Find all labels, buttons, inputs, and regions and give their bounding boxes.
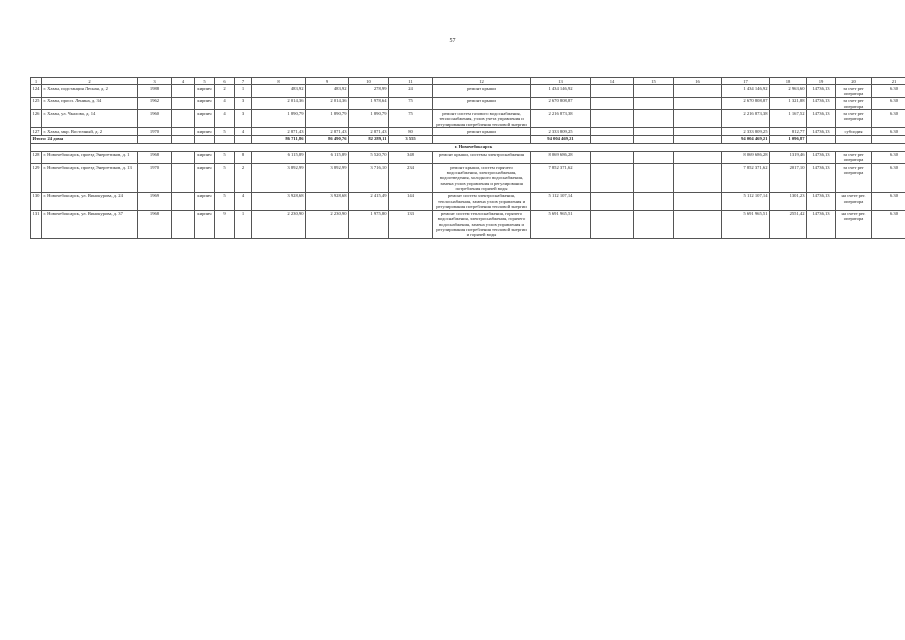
cell-addr: г. Новочебоксарск, ул. Винокурова, д. 37 (42, 210, 138, 238)
cell-c14 (591, 164, 634, 192)
cell-c15 (634, 110, 674, 128)
cell-a10: 5 520,70 (349, 151, 389, 164)
cell-c18: 1 167,52 (770, 110, 807, 128)
cell-c19: 14736,13 (807, 192, 836, 210)
cell-a10: 1 975,80 (349, 210, 389, 238)
cell-mat: кирпич (195, 151, 215, 164)
cell-c14 (591, 151, 634, 164)
cell-addr: г. Хазан, мкр. Восточный, д. 2 (42, 128, 138, 135)
cell-cost: 1 434 146,92 (531, 85, 591, 98)
cell-c4 (172, 151, 195, 164)
cell-n: 131 (31, 210, 42, 238)
total-unit-cost: 1 096,87 (770, 135, 807, 143)
cell-year: 1960 (138, 110, 172, 128)
cell-cost: 5 112 107,14 (531, 192, 591, 210)
cell-n: 126 (31, 110, 42, 128)
cell-cost: 5 691 965,51 (531, 210, 591, 238)
cell-a9: 6 115,89 (306, 151, 349, 164)
table-row (31, 192, 905, 210)
cell-people: 144 (389, 192, 433, 210)
cell-c14 (591, 97, 634, 110)
column-number-cell: 5 (195, 78, 215, 85)
cell-a9: 3 928,68 (306, 192, 349, 210)
cell-c18: 1319,46 (770, 151, 807, 164)
cell-year: 1969 (138, 192, 172, 210)
cell-n: 129 (31, 164, 42, 192)
empty-cell (591, 135, 634, 143)
cell-c4 (172, 85, 195, 98)
cell-year: 1970 (138, 164, 172, 192)
column-number-cell: 11 (389, 78, 433, 85)
table-row (31, 128, 905, 135)
cell-floors: 5 (215, 151, 235, 164)
cell-mat: кирпич (195, 110, 215, 128)
cell-addr: г. Новочебоксарск, проезд Энергетиков, д. 13 (42, 164, 138, 192)
cell-c15 (634, 192, 674, 210)
cell-c17: 2 216 873,38 (722, 110, 770, 128)
cell-c14 (591, 210, 634, 238)
cell-a9: 2 871,43 (306, 128, 349, 135)
cell-people: 80 (389, 128, 433, 135)
cell-c20: на счете рег. оператора (836, 210, 872, 238)
column-number-cell: 17 (722, 78, 770, 85)
cell-c16 (674, 85, 722, 98)
cell-a8: 2 230,90 (252, 210, 306, 238)
cell-c20: субсидия (836, 128, 872, 135)
cell-c15 (634, 85, 674, 98)
column-number-cell: 6 (215, 78, 235, 85)
empty-cell (235, 135, 252, 143)
cell-works: ремонт крыши, системы электроснабжения (433, 151, 531, 164)
cell-c15 (634, 164, 674, 192)
cell-c14 (591, 110, 634, 128)
cell-c20: на счете рег. оператора (836, 192, 872, 210)
cell-mat: кирпич (195, 192, 215, 210)
cell-c15 (634, 128, 674, 135)
cell-mat: кирпич (195, 97, 215, 110)
cell-cost: 8 069 686,28 (531, 151, 591, 164)
cell-addr: г. Хазан, ул. Чкалова, д. 14 (42, 110, 138, 128)
cell-c19: 14736,13 (807, 85, 836, 98)
cell-works: ремонт систем газового водоснабжения, теплоснабжения, узлов учета управления и регулирования потребления тепловой энергии (433, 110, 531, 128)
cell-n: 124 (31, 85, 42, 98)
total-label: Итого: 24 дома (31, 135, 138, 143)
table-row (31, 110, 905, 128)
empty-cell (872, 135, 905, 143)
empty-cell (138, 135, 172, 143)
cell-a8: 2 871,43 (252, 128, 306, 135)
cell-a10: 2 871,43 (349, 128, 389, 135)
cell-floors: 4 (215, 110, 235, 128)
column-number-cell: 14 (591, 78, 634, 85)
cell-a10: 278,99 (349, 85, 389, 98)
column-number-cell: 21 (872, 78, 905, 85)
cell-a8: 3 892,99 (252, 164, 306, 192)
total-cost: 94 004 469,21 (531, 135, 591, 143)
cell-c4 (172, 164, 195, 192)
cell-ent: 3 (235, 110, 252, 128)
cell-c15 (634, 97, 674, 110)
cell-c21: 6.30 (872, 151, 905, 164)
empty-cell (172, 135, 195, 143)
cell-works: ремонт систем электроснабжения, теплоснабжения, замена узлов управления и регулирования потребления тепловой энергии (433, 192, 531, 210)
cell-c21: 6.30 (872, 85, 905, 98)
cell-c21: 6.30 (872, 164, 905, 192)
cell-cost: 2 333 809,25 (531, 128, 591, 135)
empty-cell (634, 135, 674, 143)
cell-a9: 1 890,79 (306, 110, 349, 128)
cell-ent: 3 (235, 97, 252, 110)
cell-c20: за счет рег оператора (836, 151, 872, 164)
cell-c20: за счет рег оператора (836, 85, 872, 98)
column-number-cell: 1 (31, 78, 42, 85)
cell-floors: 5 (215, 192, 235, 210)
cell-c16 (674, 164, 722, 192)
cell-ent: 2 (235, 164, 252, 192)
cell-works: ремонт крыши (433, 128, 531, 135)
cell-floors: 2 (215, 85, 235, 98)
cell-people: 75 (389, 110, 433, 128)
table-row (31, 164, 905, 192)
cell-c4 (172, 97, 195, 110)
cell-c17: 2 333 809,25 (722, 128, 770, 135)
cell-a8: 1 890,79 (252, 110, 306, 128)
cell-addr: г. Новочебоксарск, ул. Винокурова, д. 24 (42, 192, 138, 210)
cell-c18: 812,77 (770, 128, 807, 135)
cell-c4 (172, 192, 195, 210)
cell-c21: 6.30 (872, 210, 905, 238)
cell-people: 133 (389, 210, 433, 238)
cell-c4 (172, 210, 195, 238)
cell-c20: за счет рег оператора (836, 97, 872, 110)
cell-c14 (591, 128, 634, 135)
cell-c19: 14736,13 (807, 128, 836, 135)
cell-a9: 2 230,90 (306, 210, 349, 238)
cell-ent: 4 (235, 192, 252, 210)
cell-c17: 7 852 371,62 (722, 164, 770, 192)
cell-works: ремонт крыши, систем горячего водоснабжения, электроснабжения, водоотведения, холодного водоснабжения, замена узлов управления и регулирования потребления горячей воды (433, 164, 531, 192)
column-number-cell: 3 (138, 78, 172, 85)
repair-register-table (30, 77, 905, 239)
cell-c19: 14736,13 (807, 110, 836, 128)
cell-floors: 9 (215, 210, 235, 238)
column-number-cell: 7 (235, 78, 252, 85)
cell-c15 (634, 210, 674, 238)
cell-a8: 2 014,36 (252, 97, 306, 110)
cell-floors: 5 (215, 128, 235, 135)
cell-ent: 8 (235, 151, 252, 164)
cell-year: 1968 (138, 210, 172, 238)
cell-c19: 14736,13 (807, 97, 836, 110)
column-number-cell: 10 (349, 78, 389, 85)
column-number-cell: 15 (634, 78, 674, 85)
cell-c18: 2551,42 (770, 210, 807, 238)
cell-addr: г. Новочебоксарск, проезд Энергетиков, д. 1 (42, 151, 138, 164)
cell-mat: кирпич (195, 128, 215, 135)
cell-people: 24 (389, 85, 433, 98)
city-title: г. Новочебоксарск (31, 143, 905, 151)
column-number-cell: 9 (306, 78, 349, 85)
cell-c16 (674, 128, 722, 135)
total-area-9: 86 490,76 (306, 135, 349, 143)
cell-cost: 2 670 808,87 (531, 97, 591, 110)
city-header-row (31, 143, 905, 151)
empty-cell (674, 135, 722, 143)
table-row (31, 97, 905, 110)
empty-cell (215, 135, 235, 143)
cell-c18: 2 963,60 (770, 85, 807, 98)
cell-c16 (674, 192, 722, 210)
empty-cell (807, 135, 836, 143)
total-people: 3 555 (389, 135, 433, 143)
cell-c16 (674, 210, 722, 238)
cell-c21: 6.30 (872, 97, 905, 110)
cell-mat: кирпич (195, 210, 215, 238)
cell-floors: 4 (215, 97, 235, 110)
cell-n: 130 (31, 192, 42, 210)
cell-cost: 7 852 371,62 (531, 164, 591, 192)
cell-mat: кирпич (195, 164, 215, 192)
cell-ent: 1 (235, 210, 252, 238)
cell-people: 348 (389, 151, 433, 164)
column-number-cell: 18 (770, 78, 807, 85)
cell-c4 (172, 110, 195, 128)
cell-c18: 1 321,88 (770, 97, 807, 110)
cell-c18: 1301,23 (770, 192, 807, 210)
cell-c16 (674, 110, 722, 128)
column-number-cell: 19 (807, 78, 836, 85)
total-row (31, 135, 905, 143)
empty-cell (836, 135, 872, 143)
cell-n: 127 (31, 128, 42, 135)
cell-works: ремонт систем теплоснабжения, горячего водоснабжения, электроснабжения, горячего водоснабжения, замена узлов управления и регулирования потребления тепловой энергии и горячей воды (433, 210, 531, 238)
empty-cell (195, 135, 215, 143)
cell-people: 234 (389, 164, 433, 192)
cell-a10: 2 415,49 (349, 192, 389, 210)
cell-c19: 14736,13 (807, 210, 836, 238)
cell-a8: 483,92 (252, 85, 306, 98)
cell-a10: 1 890,79 (349, 110, 389, 128)
cell-ent: 1 (235, 85, 252, 98)
empty-cell (433, 135, 531, 143)
cell-people: 75 (389, 97, 433, 110)
cell-a8: 3 928,68 (252, 192, 306, 210)
cell-c16 (674, 97, 722, 110)
column-number-cell: 2 (42, 78, 138, 85)
cell-c17: 2 670 808,87 (722, 97, 770, 110)
cell-addr: г. Хазан, просп. Ленина, д. 34 (42, 97, 138, 110)
page-number: 57 (449, 38, 456, 44)
cell-mat: кирпич (195, 85, 215, 98)
table-row (31, 151, 905, 164)
total-area-10: 82 289,11 (349, 135, 389, 143)
total-area-8: 86 711,86 (252, 135, 306, 143)
column-number-cell: 4 (172, 78, 195, 85)
cell-floors: 5 (215, 164, 235, 192)
table-row (31, 85, 905, 98)
cell-a9: 3 892,99 (306, 164, 349, 192)
cell-a8: 6 115,89 (252, 151, 306, 164)
cell-c20: за счет рег оператора (836, 110, 872, 128)
cell-c21: 6.30 (872, 110, 905, 128)
cell-year: 1988 (138, 85, 172, 98)
cell-c14 (591, 85, 634, 98)
cell-c18: 2017,10 (770, 164, 807, 192)
cell-a9: 483,92 (306, 85, 349, 98)
cell-c17: 5 691 965,51 (722, 210, 770, 238)
cell-c19: 14736,13 (807, 151, 836, 164)
column-number-cell: 20 (836, 78, 872, 85)
cell-a10: 1 978,64 (349, 97, 389, 110)
cell-addr: г. Хазан, подстанция Лесная, д. 2 (42, 85, 138, 98)
column-number-cell: 12 (433, 78, 531, 85)
cell-cost: 2 216 873,38 (531, 110, 591, 128)
cell-works: ремонт крыши (433, 85, 531, 98)
cell-n: 128 (31, 151, 42, 164)
cell-c16 (674, 151, 722, 164)
cell-c14 (591, 192, 634, 210)
cell-c15 (634, 151, 674, 164)
cell-year: 1970 (138, 128, 172, 135)
cell-c17: 1 434 146,92 (722, 85, 770, 98)
cell-c21: 6.30 (872, 192, 905, 210)
cell-year: 1968 (138, 151, 172, 164)
cell-c20: за счет рег оператора (836, 164, 872, 192)
column-number-cell: 16 (674, 78, 722, 85)
cell-c4 (172, 128, 195, 135)
cell-c21: 6.30 (872, 128, 905, 135)
column-number-row (31, 78, 905, 85)
column-number-cell: 8 (252, 78, 306, 85)
table-row (31, 210, 905, 238)
cell-c17: 5 112 107,14 (722, 192, 770, 210)
cell-ent: 4 (235, 128, 252, 135)
cell-works: ремонт крыши (433, 97, 531, 110)
cell-c19: 14736,13 (807, 164, 836, 192)
cell-n: 125 (31, 97, 42, 110)
column-number-cell: 13 (531, 78, 591, 85)
total-cost-17: 94 004 469,21 (722, 135, 770, 143)
cell-c17: 8 069 686,28 (722, 151, 770, 164)
cell-year: 1962 (138, 97, 172, 110)
cell-a9: 2 014,36 (306, 97, 349, 110)
cell-a10: 3 716,10 (349, 164, 389, 192)
